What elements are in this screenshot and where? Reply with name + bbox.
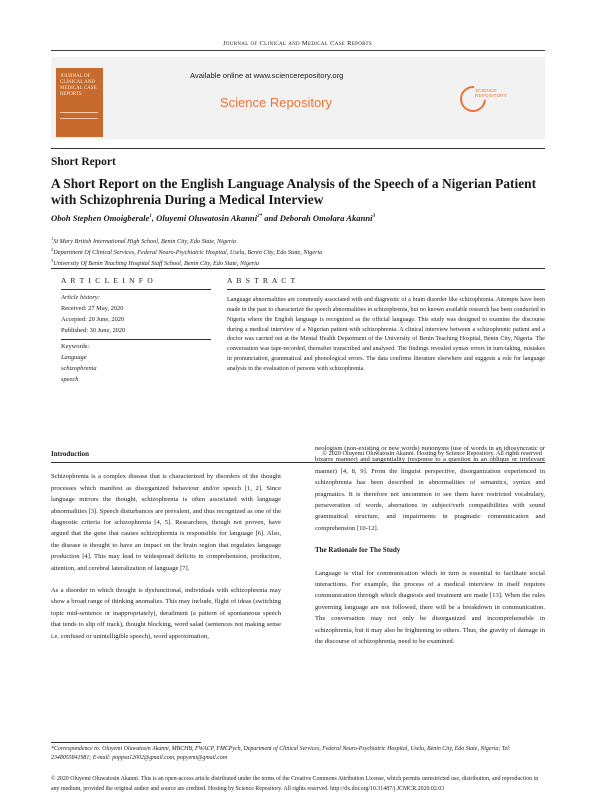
header-rule bbox=[51, 50, 545, 51]
affiliation: $^1$St Mary British International High School, Benin City, Edo State, Nigeria bbox=[51, 236, 236, 246]
license-statement: © 2020 Oluyemi Oluwatosin Akanni. This is an open-access article distributed under the terms of the Creative Commons Attribution License, which permits unrestricted use, distribution, and reproduction in any medium, provided the original author and source are credited. Hosting by Science Repository. All rights reserved. http://dx.doi.org/10.31487/j.JCMCR.2020.02.03 bbox=[51, 776, 539, 792]
available-online-link[interactable]: Available online at www.sciencerepository.org bbox=[190, 71, 344, 80]
title-rule bbox=[51, 148, 545, 149]
abstract-text: Language abnormalities are commonly associated with and diagnostic of a brain disorder like schizophrenia. Attempts have been made in the past to characterize the speech abnormalities in schizophrenia, but no known available research has been conducted in Nigeria where the English language is recognized as the official language. This study was designed to examine the discourse during a medical interview of a Nigerian patient with schizophrenia. A clinical interview between a schizophrenic patient and a doctor was carried out at the Mental Health Department of the University of Benin Teaching Hospital, Benin City, Nigeria. The conversation was tape-recorded, thereafter transcribed and analysed. The findings revealed syntax errors in turn-taking, mistakes in pronunciation, grammatical and phonological errors. The data confirms literature elsewhere and suggests a role for language analysis in the evaluation of persons with schizophrenia. bbox=[227, 297, 545, 372]
abstract-copyright: © 2020 Oluyemi Oluwatosin Akanni. Hosting by Science Repository. All rights reserved bbox=[322, 450, 542, 457]
body-paragraph: As a disorder in which thought is dysfunctional, individuals with schizophrenia may show a broad range of thinking anomalies. This may include, flight of ideas (switching topic mid-sentence or inappropriately), derailment (a pattern of spontaneous speech that tends to slip off track), thought blocking, word salad (sentences not making sense i.e. confused or unintelligible speech), word approximation, bbox=[51, 587, 281, 640]
body-column-right bbox=[315, 443, 545, 648]
section-heading-introduction: Introduction bbox=[51, 450, 89, 458]
author-affiliation-mark: 2* bbox=[257, 214, 263, 220]
author-list: Oboh Stephen Omoigberale$^1$, Oluyemi Oluwatosin Akanni$^{2*}$ and Deborah Omolara Akanni$^3$ bbox=[51, 213, 376, 223]
author-name: Oluyemi Oluwatosin Akanni bbox=[156, 213, 258, 223]
received-date: Received: 27 May, 2020 bbox=[61, 305, 124, 312]
cover-rule bbox=[60, 112, 98, 113]
body-paragraph: neologism (non-existing or new words) metonyms (use of words in an idiosyncratic or bizarre manner) and tangentiality (response to a question in an oblique or irrelevant manner) [4, 8, 9]. From the linguist perspective, disorganization experienced in schizophrenia has been described in abnormalities of semantics, syntax and pragmatics. It is therefore not uncommon to see them have restricted vocabulary, perseveration of words, aberrations in subject/verb compatibilities with sound grammatical structure, and impairments in pragmatic communication and comprehension [10-12]. bbox=[315, 445, 545, 532]
correspondence-footnote: *Correspondence to: Oluyemi Oluwatosin Akanni, MBCHB, FWACP, FMCPych, Department of Clinical Services, Federal Neuro-Psychiatric Hospital, Uselu, Benin City, Edo State, Nigeria; Tel: 2348055841981; E-mail: poppsa12002@gmail.com, popyemi@gmail.com bbox=[51, 746, 511, 762]
cover-title: JOURNAL OF CLINICAL AND MEDICAL CASE REPORTS bbox=[60, 74, 97, 97]
author-affiliation-mark: 3 bbox=[372, 214, 376, 220]
article-info-heading: A R T I C L E I N F O bbox=[61, 276, 154, 285]
journal-running-head: Journal of Clinical and Medical Case Reports bbox=[223, 40, 372, 47]
keywords-rule bbox=[61, 339, 211, 340]
author-affiliation-mark: 1 bbox=[149, 214, 152, 220]
section-heading-rationale: The Rationale for The Study bbox=[315, 546, 401, 555]
article-title: A Short Report on the English Language Analysis of the Speech of a Nigerian Patient with Schizophrenia During a Medical Interview bbox=[51, 176, 537, 207]
body-paragraph: Schizophrenia is a complex disease that is characterized by disorders of the thought processes which manifest as disorganized behaviour and/or speech [1, 2]. Since language mirrors the thought, schizophrenia is often associated with language abnormalities [3]. Speech disturbances are prevalent, and thus recognized as one of the diagnostic criteria for schizophrenia [4, 5]. Researchers, though not proven, have argued that the gene that causes schizophrenia is responsible for language [6]. Also, the disease is thought to have an impact on the brain region that regulates language production [4]. This may lead to widespread deficits in comprehension, production, attention, and cerebral lateralization of language [7]. bbox=[51, 473, 281, 572]
history-label: Article history: bbox=[61, 294, 100, 301]
article-type: Short Report bbox=[51, 156, 116, 168]
author-name: Deborah Omolara Akanni bbox=[279, 213, 373, 223]
keywords-label: Keywords: bbox=[61, 343, 90, 350]
abstract-heading: A B S T R A C T bbox=[227, 276, 297, 285]
footnote-rule bbox=[51, 742, 201, 743]
publisher-logo-text: SCIENCE REPOSITORY bbox=[475, 88, 507, 99]
keyword-item: speech bbox=[61, 376, 79, 383]
published-date: Published: 30 June, 2020 bbox=[61, 327, 126, 334]
affiliation: $^3$University Of Benin Teaching Hospital Staff School, Benin City, Edo State, Nigeria bbox=[51, 258, 259, 268]
accepted-date: Accepted: 20 June, 2020 bbox=[61, 316, 125, 323]
cover-rule bbox=[60, 118, 98, 119]
publisher-wordmark: Science Repository bbox=[220, 95, 332, 110]
section-rule bbox=[51, 268, 545, 269]
author-name: Oboh Stephen Omoigberale bbox=[51, 213, 150, 223]
affiliation: $^2$Department Of Clinical Services, Federal Neuro-Psychiatric Hospital, Uselu, Benin City, Edo State, Nigeria bbox=[51, 247, 323, 257]
keyword-item: Language bbox=[61, 354, 87, 361]
body-column-left bbox=[51, 449, 281, 642]
keyword-item: schizophrenia bbox=[61, 365, 97, 372]
article-info-rule bbox=[61, 289, 211, 290]
abstract-rule bbox=[227, 289, 545, 290]
body-paragraph: Language is vital for communication which in turn is essential to facilitate social interactions. For example, the process of a medical interview in itself requires communication through which diagnosis and treatment are made [13]. When the rules governing language are not followed, there will be a breakdown in communication. The conversation may not only be disorganized and incomprehensible in schizophrenia, but it may also be frightening to others. Thus, the gravity of damage in the discourse of schizophrenia, need to be examined. bbox=[315, 569, 545, 646]
journal-cover-image bbox=[56, 68, 103, 137]
